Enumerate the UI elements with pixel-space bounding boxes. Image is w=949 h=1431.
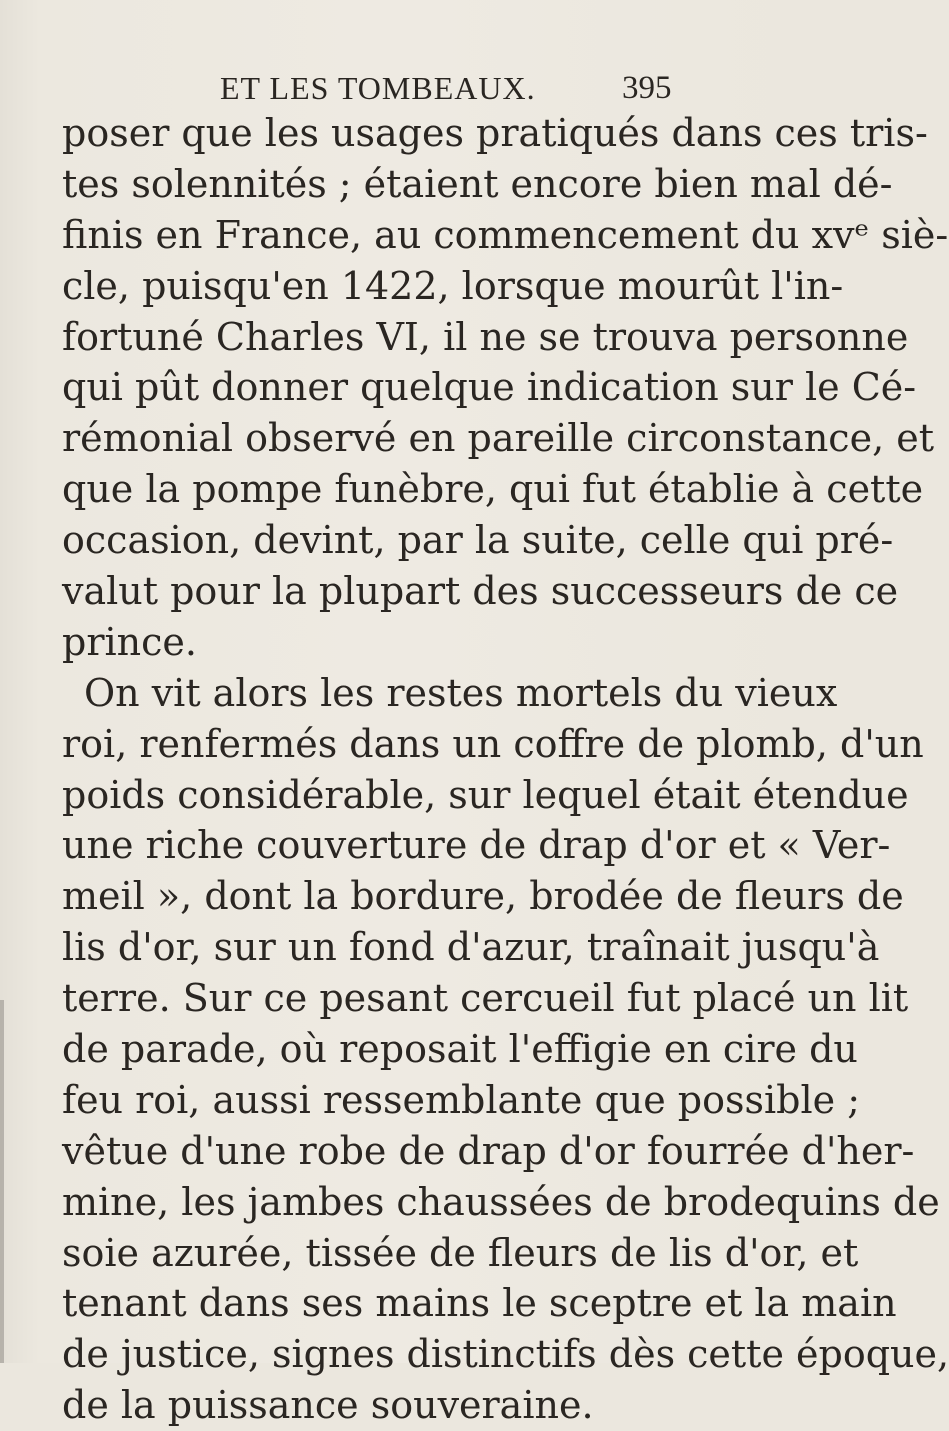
text-line: de justice, signes distinctifs dès cette époque, [62,1332,949,1377]
text-line: finis en France, au commencement du xvᵉ siè- [62,212,949,257]
text-line: roi, renfermés dans un coffre de plomb, d'un [62,721,924,766]
text-line: feu roi, aussi ressemblante que possible ; [62,1077,861,1122]
text-line: occasion, devint, par la suite, celle qui pré- [62,518,894,563]
text-line: meil », dont la bordure, brodée de fleurs de [62,874,904,919]
text-line: tes solennités ; étaient encore bien mal dé- [62,161,893,206]
body-text [62,108,949,1431]
text-line: fortuné Charles VI, il ne se trouva personne [62,314,909,359]
text-line: mine, les jambes chaussées de brodequins de [62,1179,940,1224]
text-line: qui pût donner quelque indication sur le Cé- [62,365,917,410]
text-line: lis d'or, sur un fond d'azur, traînait jusqu'à [62,925,880,970]
text-line: poids considérable, sur lequel était étendue [62,772,909,817]
text-line: poser que les usages pratiqués dans ces tris- [62,111,928,155]
text-line: soie azurée, tissée de fleurs de lis d'or, et [62,1230,859,1275]
text-line: valut pour la plupart des successeurs de ce [62,569,899,614]
text-line: rémonial observé en pareille circonstance, et [62,416,934,461]
text-line: tenant dans ses mains le sceptre et la main [62,1281,897,1326]
text-line: une riche couverture de drap d'or et « Ver- [62,823,891,868]
page-edge-shadow [0,1000,4,1363]
text-line: vêtue d'une robe de drap d'or fourrée d'her- [62,1128,915,1173]
text-line: de parade, où reposait l'effigie en cire du [62,1027,858,1072]
page-number: 395 [622,70,672,106]
text-line: que la pompe funèbre, qui fut établie à cette [62,467,924,512]
text-line: prince. [62,619,197,664]
text-line: de la puissance souveraine. [62,1383,594,1428]
text-line: cle, puisqu'en 1422, lorsque mourût l'in- [62,263,844,308]
paragraph-start-line: On vit alors les restes mortels du vieux [84,670,838,715]
running-title: ET LES TOMBEAUX. [220,70,536,106]
text-line: terre. Sur ce pesant cercueil fut placé un lit [62,976,909,1021]
